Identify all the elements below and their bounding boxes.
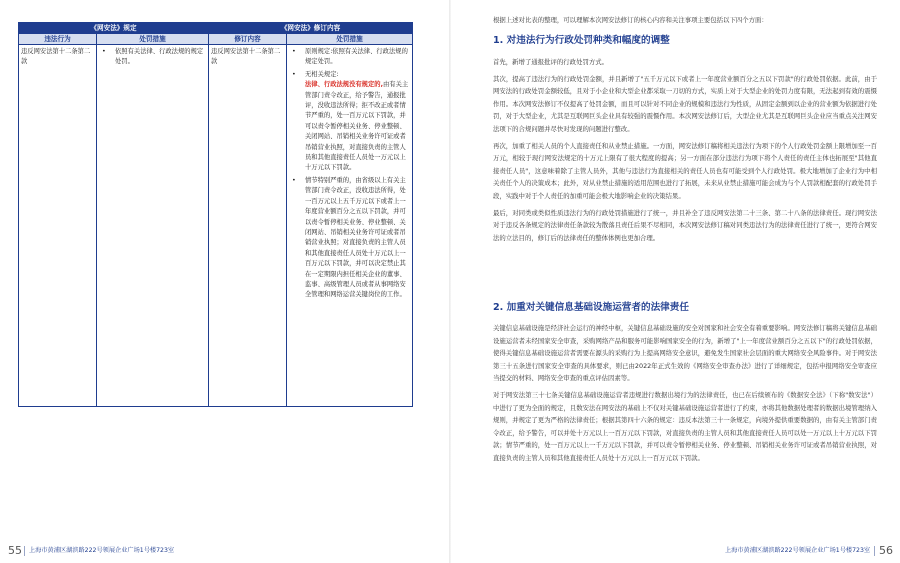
paragraph: 对于网安法第三十七条关键信息基础设施运营者违规进行数据出境行为的法律责任，也已在后续颁布的《数据安全法》（下称"数安法"）中进行了更为全面的规定，且数安法在网安法的基础上不仅对关键基础设施运营者进行了约束，亦将其他数据处理者的数据出境管理纳入规则，并规定了更为严格的法律责任；根据其第四十六条的规定：违反本法第三十一条规定，向境外提供重要数据的，由有关主管部门责令改正，给予警告，可以并处十万元以上一百万元以下罚款，对直接负责的主管人员和其他直接责任人员可以处一万元以上十万元以下罚款；情节严重的，处一百万元以上一千万元以下罚款，并可以责令暂停相关业务、停业整顿、吊销相关业务许可证或者吊销营业执照，对直接负责的主管人员和其他直接责任人员处十万元以上一百万元以下罚款。 [493,390,877,462]
cell-penalty-old [97,45,209,407]
penalty-old-text: 依照有关法律、行政法规的规定处罚。 [115,48,204,66]
cell-penalty-new [287,45,413,407]
section-2-heading: 2. 加重对关键信息基础设施运营者的法律责任 [493,302,689,313]
group-header-new: 《网安法》修订内容 [209,23,413,34]
table-column-header-row [19,34,413,45]
paragraph: 首先，新增了通报批评的行政处罚方式。 [493,58,609,66]
penalty-new-text-no-rule-label: 无相关规定: [305,70,339,78]
footer-divider-left [24,546,25,556]
intro-text: 根据上述对比表的整理，可以理解本次网安法修订的核心内容和关注事项主要包括以下四个方面： [493,16,768,24]
paragraph: 再次，加重了相关人员的个人直接责任和从业禁止措施。一方面，网安法修订稿将相关违法行为项下的个人行政处罚金额上限增加至一百万元，相较于现行网安法规定的十万元上限有了很大程度的提高；另一方面在部分违法行为项下将个人责任的责任主体也拓展至"其他直接责任人员"，这意味着除了主管人员外，其他与违法行为直接相关的责任人员也有可能受到个人行政处罚。极大地增加了企业行为中相关责任个人的决策成本；此外，对从业禁止措施的适用范围也进行了拓展，未来从业禁止措施可能会成为与个人罚款相配套的行政处罚手段，实践中对于个人责任的加重可能会极大地影响企业的决策结果。 [493,141,877,200]
bullet-icon: • [102,48,106,55]
col-header-violation-new: 修订内容 [209,34,287,45]
penalty-new-text-principle: 原则规定:依照有关法律、行政法规的规定处罚。 [305,48,408,66]
footer-address-left: 上海市黄浦区湖滨路222号领展企业广场1号楼723室 [29,547,175,554]
violation-old-text: 违反网安法第十二条第二款 [21,48,91,66]
bullet-icon: • [292,176,296,184]
cell-violation-new [209,45,287,407]
col-header-violation-old: 违法行为 [19,34,97,45]
section-1-heading: 1. 对违法行为行政处罚种类和幅度的调整 [493,35,670,46]
bullet-icon: • [292,48,296,55]
page-number-right: 56 [879,544,893,557]
cell-violation-old [19,45,97,407]
col-header-penalty-new: 处罚措施 [287,34,413,45]
section-1-body [493,56,877,244]
comparison-table [18,22,413,407]
penalty-new-item-severe [289,176,410,301]
page-number-left: 55 [8,544,22,557]
intro-paragraph [493,14,877,27]
page-gutter [449,0,451,563]
bullet-icon: • [292,70,296,78]
group-header-old: 《网安法》规定 [19,23,209,34]
footer-divider-right [874,546,875,556]
penalty-new-text-severe: 情节特别严重的，由省级以上有关主管部门责令改正，没收违法所得，处一百万元以上五千万元以下或者上一年度营业额百分之五以下罚款，并可以责令暂停相关业务、停业整顿、关闭网站、吊销相关业务许可证或者吊销营业执照；对直接负责的主管人员和其他直接责任人员处十万元以上一百万元以下罚款，并可以决定禁止其在一定期限内担任相关企业的董事、监事、高级管理人员或者从事网络安全管理和网络运营关键岗位的工作。 [305,176,406,299]
table-group-header-row [19,23,413,34]
table-row [19,45,413,407]
section-2-body [493,322,877,465]
paragraph: 其次，提高了违法行为的行政处罚金额，并且新增了"五千万元以下或者上一年度营业额百分之五以下罚款"的行政处罚依据。此前，由于网安法的行政处罚金额较低，且对于小企业和大型企业都采取一刀切的方式，实质上对于大型企业的处罚力度有限，无法起到有效的震慑作用。本次网安法修订不仅提高了处罚金额，而且可以针对不同企业的规模和违法行为性质，从固定金额到以企业的营业额为依据进行处罚，对于大型企业，尤其是互联网巨头企业具有较强的震慑作用。本次网安法修订后，大型企业尤其是互联网巨头企业应当重点关注网安法项下的合规问题并尽快对发现的问题进行整改。 [493,74,877,133]
penalty-new-item-no-rule [289,70,410,174]
paragraph: 关键信息基础设施是经济社会运行的神经中枢，关键信息基础设施的安全对国家和社会安全有着重要影响。网安法修订稿将关键信息基础设施运营者未经国家安全审查，采购网络产品和服务可能影响国家安全的行为，新增了"上一年度营业额百分之五以下"的行政处罚依据，使得关键信息基础设施运营者需要在源头的采购行为上提高网络安全意识，避免发生国家社会层面的重大网络安全风险事件。对于网安法第三十五条进行国家安全审查的具体要求，则已由2022年正式生效的《网络安全审查办法》进行了详细规定，包括申报网络安全审查应当提交的材料、网络安全审查的重点评估因素等。 [493,324,877,383]
penalty-new-highlight: 法律、行政法规没有规定的, [305,81,383,89]
col-header-penalty-old: 处罚措施 [97,34,209,45]
paragraph: 最后，对同类或类似性质违法行为的行政处罚措施进行了统一，并且补全了违反网安法第二十三条、第二十八条的法律责任。现行网安法对于违反各条规定的法律责任条款较为散落且责任后果不尽相同，本次网安法修订稿对同类违法行为的法律责任进行了统一，更符合网安法的立法目的，修订后的法律责任的整体体例也更加合理。 [493,208,877,242]
penalty-new-text-no-rule: 由有关主管部门责令改正，给予警告，通报批评，没收违法所得；拒不改正或者情节严重的，处一百万元以下罚款，并可以责令暂停相关业务、停业整顿、关闭网站、吊销相关业务许可证或者吊销营业执照，对直接负责的主管人员和其他直接责任人员处一万元以上十万元以下罚款。 [305,81,409,172]
penalty-old-item [99,47,206,68]
penalty-new-item-principle [289,47,410,68]
violation-new-text: 违反网安法第十二条第二款 [211,48,281,66]
footer-address-right: 上海市黄浦区湖滨路222号领展企业广场1号楼723室 [725,547,871,554]
